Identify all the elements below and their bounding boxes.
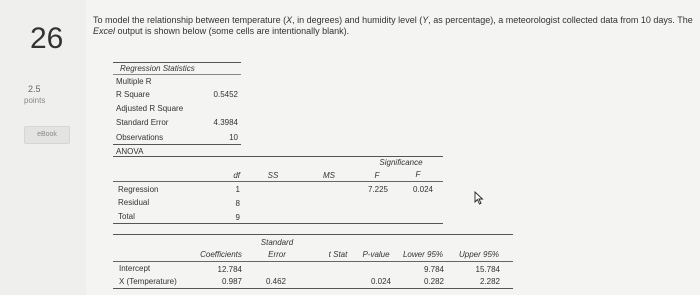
coef-cell-upper: 15.784 [475,265,500,274]
coef-header-se-line1: Standard [260,238,294,247]
ebook-button[interactable]: eBook [24,126,70,144]
anova-header-f: F [374,171,380,180]
anova-title: ANOVA [116,147,144,156]
anova-header-sig-line2: F [415,170,421,179]
anova-cell-df: 9 [235,213,240,222]
points-label: points [24,96,46,105]
stat-value-r-square: 0.5452 [213,90,238,99]
coef-header-coefficients: Coefficients [200,250,242,259]
anova-top-rule [113,156,443,157]
anova-row-label: Residual [118,198,150,207]
coef-bottom-rule [113,288,513,289]
mouse-cursor-icon [474,191,484,205]
anova-cell-sig: 0.024 [412,185,433,194]
question-number: 26 [30,22,64,55]
coef-row-label: Intercept [119,264,151,273]
table-top-rule [113,62,241,63]
stat-label-multiple-r: Multiple R [116,77,152,86]
table-bottom-rule [113,144,241,145]
coef-header-tstat: t Stat [328,250,348,259]
coef-cell-pvalue: 0.024 [370,277,391,286]
coef-cell-upper: 2.282 [479,277,500,286]
coef-header-upper: Upper 95% [458,250,500,259]
anova-header-rule [113,181,443,182]
stat-label-adjusted-r-square: Adjusted R Square [116,104,184,113]
stat-label-observations: Observations [116,133,164,142]
coef-header-pvalue: P-value [362,250,390,259]
coef-cell-coefficient: 12.784 [217,265,242,274]
table-header-rule [113,74,241,75]
points-value: 2.5 [28,84,41,94]
anova-cell-df: 8 [235,199,240,208]
anova-cell-f: 7.225 [367,185,388,194]
anova-header-df: df [233,171,240,180]
coef-cell-coefficient: 0.987 [221,277,242,286]
coef-cell-lower: 0.282 [423,277,444,286]
stat-label-standard-error: Standard Error [116,118,169,127]
coef-header-lower: Lower 95% [402,250,444,259]
question-text: To model the relationship between temperature (X, in degrees) and humidity level (Y, as percentage), a meteorologist collected data from 10 days. The Excel output is shown below (some cells are intentionally blank). [93,15,693,36]
anova-header-ss: SS [267,171,279,180]
regression-statistics-title: Regression Statistics [120,64,195,73]
stat-value-observations: 10 [229,133,238,142]
coef-header-rule [113,261,513,262]
coef-cell-standard-error: 0.462 [265,277,286,286]
stat-label-r-square: R Square [116,90,150,99]
coef-top-rule [113,234,513,235]
anova-row-label: Total [118,212,135,221]
anova-header-ms: MS [323,171,335,180]
coef-row-label: X (Temperature) [119,277,177,286]
anova-header-sig-line1: Significance [379,158,423,167]
anova-bottom-rule [113,223,443,224]
stat-value-standard-error: 4.3984 [213,118,238,127]
coef-cell-lower: 9.784 [423,265,444,274]
coef-header-se-line2: Error [268,250,286,259]
anova-row-label: Regression [118,185,159,194]
anova-cell-df: 1 [235,185,240,194]
